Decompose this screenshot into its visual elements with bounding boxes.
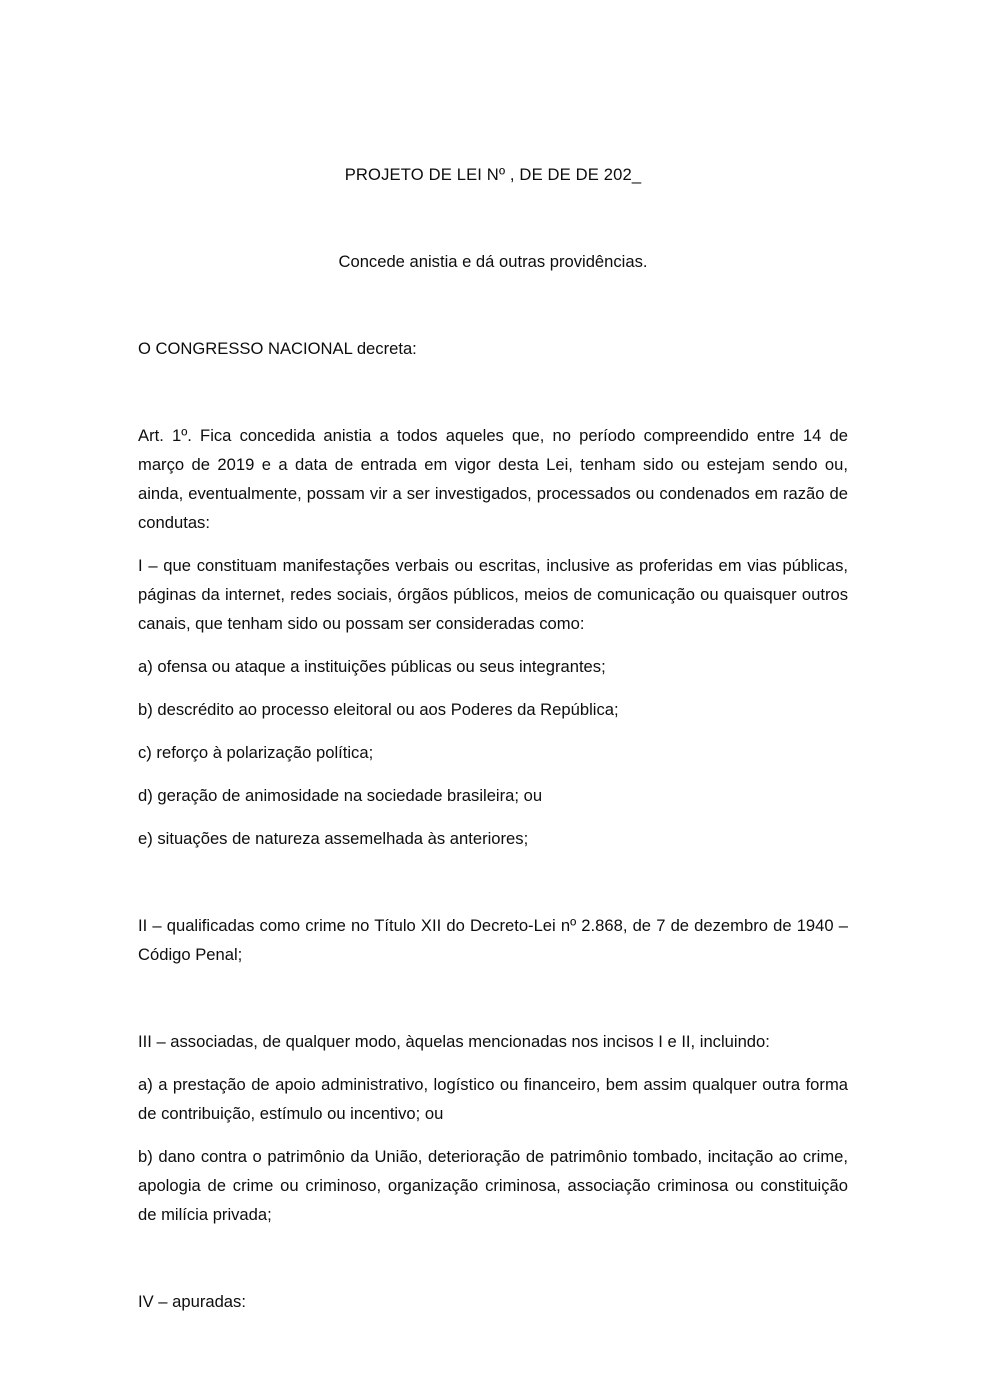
spacer [138, 1229, 848, 1287]
spacer [138, 363, 848, 421]
inciso-3-paragraph: III – associadas, de qualquer modo, àquelas mencionadas nos incisos I e II, incluindo: [138, 1032, 770, 1051]
document-title-block [138, 160, 848, 189]
spacer [138, 1056, 848, 1070]
inciso-3-alinea-b: b) dano contra o patrimônio da União, deterioração de patrimônio tombado, incitação ao crime, apologia de crime ou criminoso, organização criminosa, associação criminosa ou constituição de milícia privada; [138, 1147, 848, 1224]
ementa-text: Concede anistia e dá outras providências. [338, 252, 648, 271]
inciso-1-alinea-c: c) reforço à polarização política; [138, 743, 374, 762]
spacer [138, 810, 848, 824]
inciso-3-alinea-a: a) a prestação de apoio administrativo, logístico ou financeiro, bem assim qualquer outra forma de contribuição, estímulo ou incentivo; ou [138, 1075, 848, 1123]
article-1-paragraph: Art. 1º. Fica concedida anistia a todos aqueles que, no período compreendido entre 14 de março de 2019 e a data de entrada em vigor desta Lei, tenham sido ou estejam sendo ou, ainda, eventualmente, possam vir a ser investigados, processados ou condenados em razão de condutas: [138, 426, 848, 532]
page-title: PROJETO DE LEI Nº , DE DE DE 202_ [344, 165, 642, 184]
inciso-1-alinea-b: b) descrédito ao processo eleitoral ou aos Poderes da República; [138, 700, 619, 719]
preamble-block [138, 334, 848, 363]
inciso-1-alinea-d: d) geração de animosidade na sociedade brasileira; ou [138, 786, 543, 805]
document-body [138, 0, 848, 1316]
inciso-4-paragraph: IV – apuradas: [138, 1292, 246, 1311]
spacer [138, 681, 848, 695]
spacer [138, 537, 848, 551]
inciso-1-alinea-a: a) ofensa ou ataque a instituições públicas ou seus integrantes; [138, 657, 606, 676]
spacer [138, 724, 848, 738]
spacer [138, 853, 848, 911]
spacer [138, 1128, 848, 1142]
inciso-2-paragraph: II – qualificadas como crime no Título XII do Decreto-Lei nº 2.868, de 7 de dezembro de 1940 – Código Penal; [138, 916, 848, 964]
inciso-1-alinea-e: e) situações de natureza assemelhada às anteriores; [138, 829, 529, 848]
spacer [138, 638, 848, 652]
inciso-1-paragraph: I – que constituam manifestações verbais ou escritas, inclusive as proferidas em vias públicas, páginas da internet, redes sociais, órgãos públicos, meios de comunicação ou quaisquer outros canais, que tenham sido ou possam ser consideradas como: [138, 556, 848, 633]
spacer [138, 969, 848, 1027]
ementa-block [138, 247, 848, 276]
preamble-text: O CONGRESSO NACIONAL decreta: [138, 339, 417, 358]
spacer [138, 767, 848, 781]
